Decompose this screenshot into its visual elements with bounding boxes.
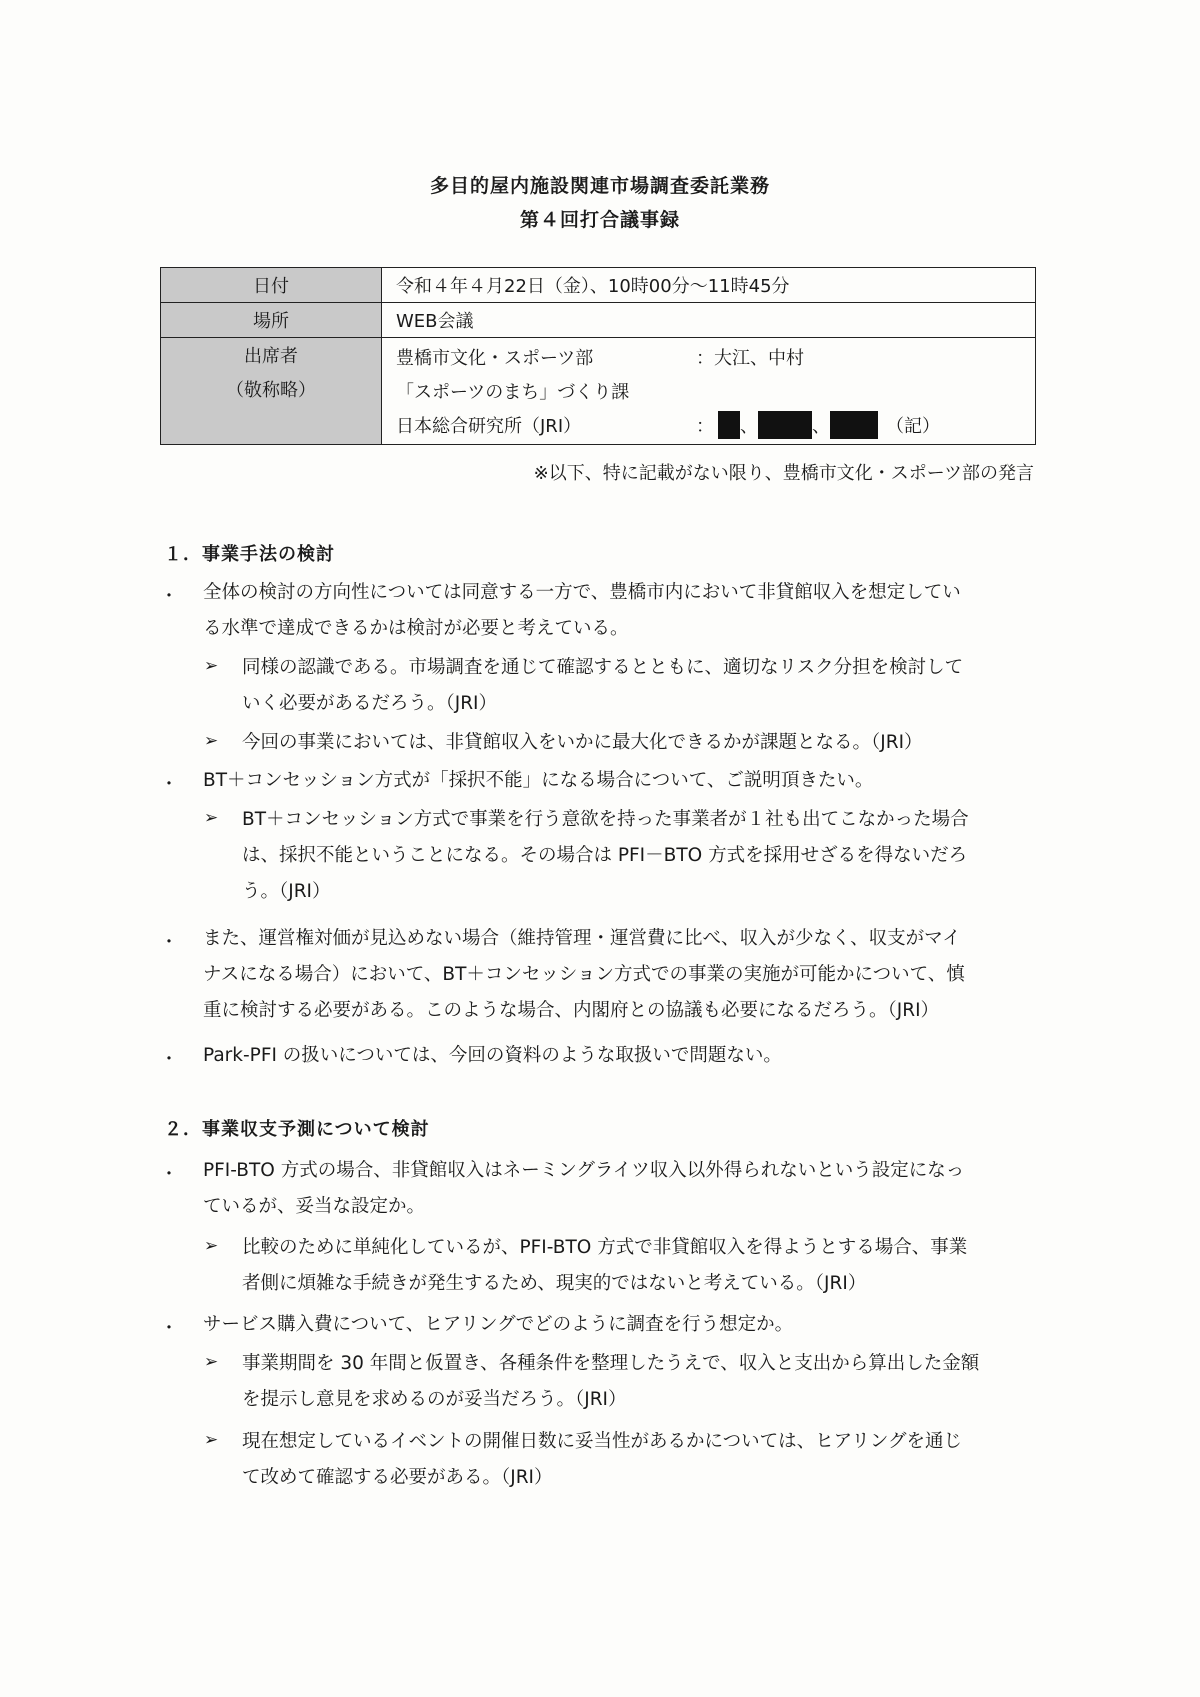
attendee-row bbox=[396, 374, 1035, 408]
bullet-marker: ・ bbox=[160, 1164, 178, 1185]
text-line: る水準で達成できるかは検討が必要と考えている。 bbox=[203, 618, 629, 639]
text-line: BT＋コンセッション方式が「採択不能」になる場合について、ご説明頂きたい。 bbox=[203, 770, 874, 791]
reply-arrow-icon: ➢ bbox=[204, 1430, 219, 1450]
text-line: 全体の検討の方向性については同意する一方で、豊橋市内において非貸館収入を想定してい bbox=[203, 582, 961, 603]
list-item bbox=[242, 1230, 967, 1302]
list-item bbox=[203, 575, 961, 647]
bullet-marker: ・ bbox=[160, 774, 178, 795]
section-heading: １．事業手法の検討 bbox=[164, 544, 335, 565]
attendees-label bbox=[161, 338, 382, 445]
speaker-note: ※以下、特に記載がない限り、豊橋市文化・スポーツ部の発言 bbox=[533, 463, 1034, 484]
text-line: 重に検討する必要がある。このような場合、内閣府との協議も必要になるだろう。（JRI） bbox=[203, 1000, 940, 1021]
reply-arrow-icon: ➢ bbox=[204, 808, 219, 828]
place-label: 場所 bbox=[161, 303, 382, 338]
attendee-org: 日本総合研究所（JRI） bbox=[396, 416, 582, 437]
text-line: ているが、妥当な設定か。 bbox=[203, 1196, 426, 1217]
document-title: 多目的屋内施設関連市場調査委託業務 bbox=[429, 175, 770, 197]
section-heading: ２．事業収支予測について検討 bbox=[164, 1119, 430, 1140]
list-item bbox=[242, 1346, 979, 1418]
meeting-info-table bbox=[160, 267, 1036, 445]
text-line: PFI-BTO 方式の場合、非貸館収入はネーミングライツ収入以外得られないという設定になっ bbox=[203, 1160, 965, 1181]
text-line: また、運営権対価が見込めない場合（維持管理・運営費に比べ、収入が少なく、収支がマイ bbox=[203, 928, 961, 949]
text-line: いく必要があるだろう。（JRI） bbox=[242, 693, 498, 714]
redaction-block bbox=[830, 411, 878, 439]
date-label: 日付 bbox=[161, 268, 382, 303]
text-line: 現在想定しているイベントの開催日数に妥当性があるかについては、ヒアリングを通じ bbox=[242, 1431, 963, 1452]
name-separator: 、 bbox=[812, 416, 830, 437]
text-line: 事業期間を 30 年間と仮置き、各種条件を整理したうえで、収入と支出から算出した金額 bbox=[242, 1353, 980, 1374]
redaction-block bbox=[718, 411, 740, 439]
text-line: Park-PFI の扱いについては、今回の資料のような取扱いで問題ない。 bbox=[203, 1045, 782, 1066]
date-value: 令和４年４月22日（金）、10時00分～11時45分 bbox=[382, 268, 1036, 303]
text-line: て改めて確認する必要がある。（JRI） bbox=[242, 1467, 553, 1488]
text-line: 同様の認識である。市場調査を通じて確認するとともに、適切なリスク分担を検討して bbox=[242, 657, 964, 678]
text-line: BT＋コンセッション方式で事業を行う意欲を持った事業者が１社も出てこなかった場合 bbox=[242, 809, 969, 830]
attendees-label-main: 出席者 bbox=[244, 346, 298, 367]
list-item bbox=[242, 1424, 962, 1496]
list-item bbox=[242, 650, 963, 722]
document-subtitle: 第４回打合議事録 bbox=[519, 209, 680, 231]
bullet-marker: ・ bbox=[160, 1318, 178, 1339]
attendees-value bbox=[382, 338, 1036, 445]
attendees-label-sub: （敬称略） bbox=[226, 380, 316, 401]
reply-arrow-icon: ➢ bbox=[204, 1352, 219, 1372]
text-line: を提示し意見を求めるのが妥当だろう。（JRI） bbox=[242, 1389, 627, 1410]
list-item bbox=[203, 1153, 964, 1225]
reply-arrow-icon: ➢ bbox=[204, 1236, 219, 1256]
recorder-mark: （記） bbox=[886, 416, 940, 437]
attendee-row bbox=[396, 408, 1035, 442]
place-value: WEB会議 bbox=[382, 303, 1036, 338]
text-line: ナスになる場合）において、BT＋コンセッション方式での事業の実施が可能かについて、慎 bbox=[203, 964, 965, 985]
attendee-org: 豊橋市文化・スポーツ部 bbox=[396, 348, 594, 369]
list-item bbox=[203, 1038, 782, 1074]
list-item bbox=[242, 802, 969, 910]
redaction-block bbox=[758, 411, 812, 439]
text-line: 今回の事業においては、非貸館収入をいかに最大化できるかが課題となる。（JRI） bbox=[242, 732, 923, 753]
text-line: は、採択不能ということになる。その場合は PFI－BTO 方式を採用せざるを得ないだろ bbox=[242, 845, 968, 866]
text-line: 者側に煩雑な手続きが発生するため、現実的ではないと考えている。（JRI） bbox=[242, 1273, 867, 1294]
bullet-marker: ・ bbox=[160, 932, 178, 953]
name-separator: 、 bbox=[740, 416, 758, 437]
text-line: う。（JRI） bbox=[242, 881, 331, 902]
attendee-row bbox=[396, 340, 1035, 374]
reply-arrow-icon: ➢ bbox=[204, 731, 219, 751]
attendee-org: 「スポーツのまち」づくり課 bbox=[396, 382, 630, 403]
list-item bbox=[203, 763, 873, 799]
attendee-names: ： bbox=[696, 416, 714, 437]
list-item bbox=[242, 725, 923, 761]
bullet-marker: ・ bbox=[160, 1049, 178, 1070]
reply-arrow-icon: ➢ bbox=[204, 656, 219, 676]
attendee-names: ：大江、中村 bbox=[696, 348, 804, 369]
bullet-marker: ・ bbox=[160, 586, 178, 607]
text-line: 比較のために単純化しているが、PFI-BTO 方式で非貸館収入を得ようとする場合、事業 bbox=[242, 1237, 968, 1258]
list-item bbox=[203, 1307, 793, 1343]
text-line: サービス購入費について、ヒアリングでどのように調査を行う想定か。 bbox=[203, 1314, 794, 1335]
list-item bbox=[203, 921, 965, 1029]
